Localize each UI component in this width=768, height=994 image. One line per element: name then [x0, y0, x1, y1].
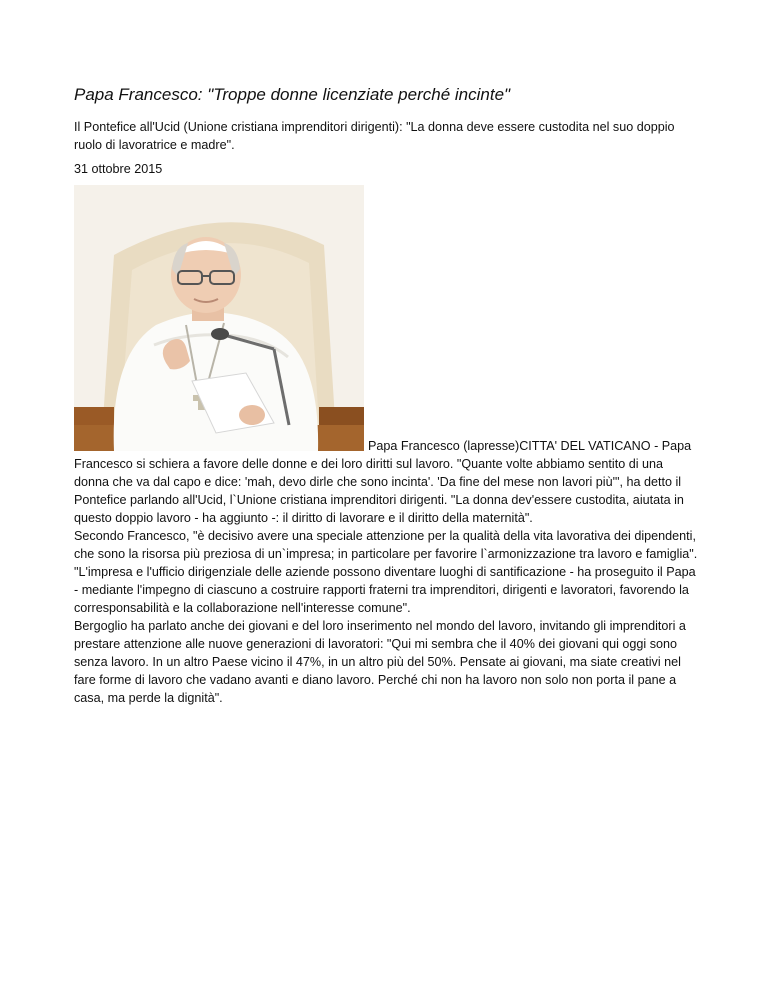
article-title: Papa Francesco: "Troppe donne licenziate perché incinte": [74, 85, 511, 104]
paragraph: Secondo Francesco, "è decisivo avere una speciale attenzione per la qualità della vita lavorativa dei dipendenti, che sono la risorsa più preziosa di un`impresa; in particolare per favorire l`armonizzazione tra lavoro e famiglia".: [74, 529, 698, 561]
paragraph: "L'impresa e l'ufficio dirigenziale delle aziende possono diventare luoghi di santificazione - ha proseguito il Papa - mediante l'impegno di ciascuno a costruire rapporti fraterni tra imprenditori, dirigenti e lavoratori, favorendo la corresponsabilità e la collaborazione nell'interesse comune".: [74, 565, 696, 615]
article-lede: Il Pontefice all'Ucid (Unione cristiana imprenditori dirigenti): "La donna deve essere custodita nel suo doppio ruolo di lavoratrice e madre".: [74, 120, 675, 152]
paragraph: Francesco si schiera a favore delle donne e dei loro diritti sul lavoro. "Quante volte abbiamo sentito di una donna che va dal capo e dice: 'mah, devo dirle che sono incinta'. 'Da fine del mese non lavori più'", ha detto il Pontefice parlando all'Ucid, l`Unione cristiana imprenditori dirigenti. "La donna dev'essere custodita, aiutata in questo doppio lavoro - ha aggiunto -: il diritto di lavorare e il diritto della maternità".: [74, 457, 684, 525]
article-body: [74, 455, 698, 707]
paragraph: Bergoglio ha parlato anche dei giovani e del loro inserimento nel mondo del lavoro, invitando gli imprenditori a prestare attenzione alle nuove generazioni di lavoratori: "Qui mi sembra che il 40% dei giovani qui oggi sono senza lavoro. In un altro Paese vicino il 47%, in un altro più del 50%. Pensate ai giovani, ma siate creativi nel fare forme di lavoro che vadano avanti e diano lavoro. Perché chi non ha lavoro non solo non porta il pane a casa, ma perde la dignità".: [74, 619, 686, 705]
photo-caption: Papa Francesco (lapresse)CITTA' DEL VATICANO - Papa: [368, 439, 692, 453]
article-date: 31 ottobre 2015: [74, 162, 163, 176]
article-photo: [74, 185, 364, 451]
pope-photo-illustration: [74, 185, 364, 451]
